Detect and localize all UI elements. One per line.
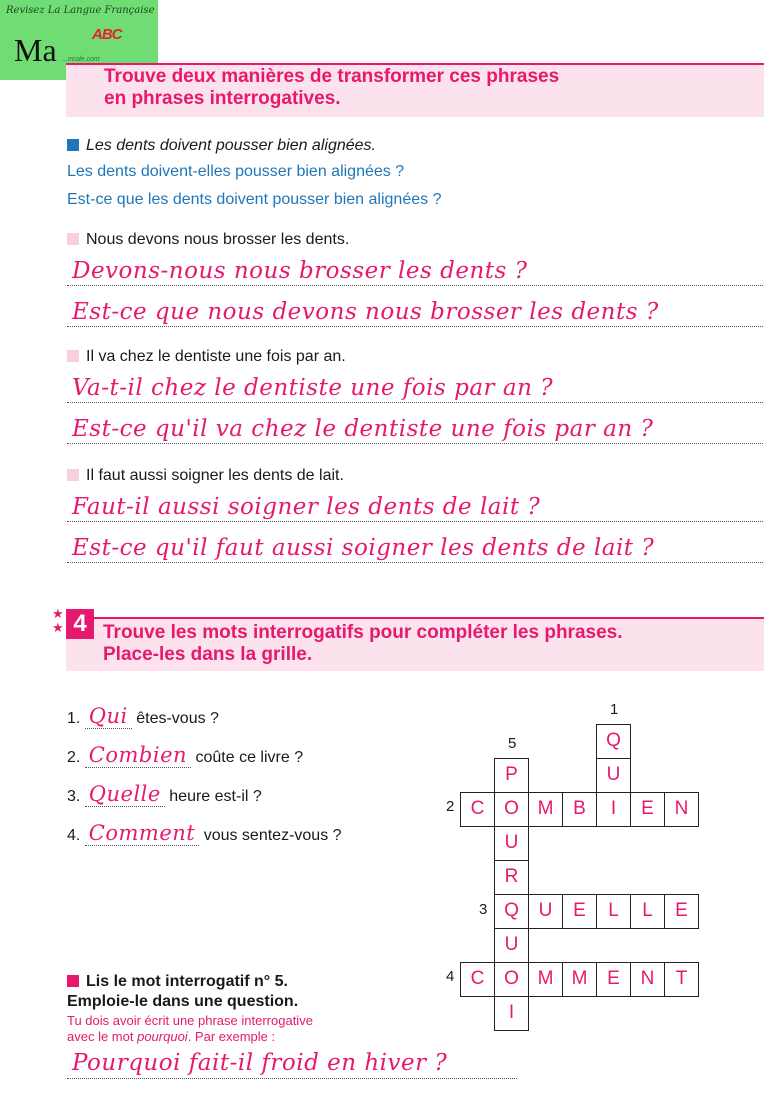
question-1-answer: Qui [85,704,132,729]
question-3: 3. Quelle heure est-il ? [67,782,262,806]
item-3-sentence: Il faut aussi soigner les dents de lait. [67,466,344,486]
logo-brand: Ma [14,32,57,68]
logo-letters: ABC [92,26,122,43]
answer-line [67,402,763,403]
exercise-number: 4 [66,609,94,639]
item-2-answer-2: Est-ce qu'il va chez le dentiste une fois par an ? [72,416,654,442]
grid-cell: I [596,792,631,827]
logo-tagline: Revisez La Langue Française [6,5,155,16]
item-1-answer-1: Devons-nous nous brosser les dents ? [72,258,528,284]
grid-cell: E [630,792,665,827]
grid-cell: L [596,894,631,929]
item-3-answer-1: Faut-il aussi soigner les dents de lait ? [72,494,541,520]
grid-number-1: 1 [610,701,619,718]
question-4-answer: Comment [85,821,199,846]
sub-question-title: Lis le mot interrogatif n° 5. Emploie-le dans une question. [67,973,299,1010]
grid-cell: C [460,962,495,997]
blue-bullet-icon [67,139,79,151]
star-icon: ★ [52,606,64,621]
question-4: 4. Comment vous sentez-vous ? [67,821,342,845]
example-answer-2: Est-ce que les dents doivent pousser bien alignées ? [67,191,442,208]
grid-cell: T [664,962,699,997]
grid-cell: E [664,894,699,929]
grid-cell: O [494,962,529,997]
exercise3-title: Trouve deux manières de transformer ces phrases en phrases interrogatives. [104,66,560,109]
grid-cell: U [528,894,563,929]
item-2-answer-1: Va-t-il chez le dentiste une fois par an ? [72,375,554,401]
grid-cell: M [528,792,563,827]
item-1-answer-2: Est-ce que nous devons nous brosser les dents ? [72,299,659,325]
answer-line [67,1078,517,1079]
example-sentence: Les dents doivent pousser bien alignées. [67,136,376,156]
grid-number-5: 5 [508,735,517,752]
grid-cell: U [494,928,529,963]
grid-cell: U [494,826,529,861]
pink-bullet-icon [67,233,79,245]
example-answer-1: Les dents doivent-elles pousser bien alignées ? [67,163,405,180]
answer-line [67,443,763,444]
magenta-bullet-icon [67,975,79,987]
grid-cell: P [494,758,529,793]
grid-cell: N [630,962,665,997]
item-3-answer-2: Est-ce qu'il faut aussi soigner les dents de lait ? [72,535,655,561]
grid-number-2: 2 [446,798,455,815]
grid-number-4: 4 [446,968,455,985]
hint-text: Tu dois avoir écrit une phrase interrogative avec le mot pourquoi. Par exemple : [67,1013,313,1044]
grid-cell: B [562,792,597,827]
grid-cell: N [664,792,699,827]
star-icon: ★ [52,620,64,635]
answer-line [67,521,763,522]
grid-cell: E [596,962,631,997]
grid-cell: M [528,962,563,997]
item-1-sentence: Nous devons nous brosser les dents. [67,230,349,250]
question-2-answer: Combien [85,743,191,768]
grid-cell: U [596,758,631,793]
grid-cell: Q [494,894,529,929]
grid-number-3: 3 [479,901,488,918]
answer-line [67,326,763,327]
item-2-sentence: Il va chez le dentiste une fois par an. [67,347,346,367]
pink-bullet-icon [67,469,79,481]
sub-question-answer: Pourquoi fait-il froid en hiver ? [72,1050,448,1076]
grid-cell: I [494,996,529,1031]
grid-cell: M [562,962,597,997]
question-2: 2. Combien coûte ce livre ? [67,743,304,767]
grid-cell: E [562,894,597,929]
grid-cell: R [494,860,529,895]
exercise4-title: Trouve les mots interrogatifs pour compléter les phrases. Place-les dans la grille. [103,622,623,665]
grid-cell: L [630,894,665,929]
grid-cell: C [460,792,495,827]
pink-bullet-icon [67,350,79,362]
grid-cell: O [494,792,529,827]
question-3-answer: Quelle [85,782,165,807]
question-1: 1. Qui êtes-vous ? [67,704,219,728]
answer-line [67,285,763,286]
logo-site: ...ecole.com [62,56,100,63]
answer-line [67,562,763,563]
grid-cell: Q [596,724,631,759]
